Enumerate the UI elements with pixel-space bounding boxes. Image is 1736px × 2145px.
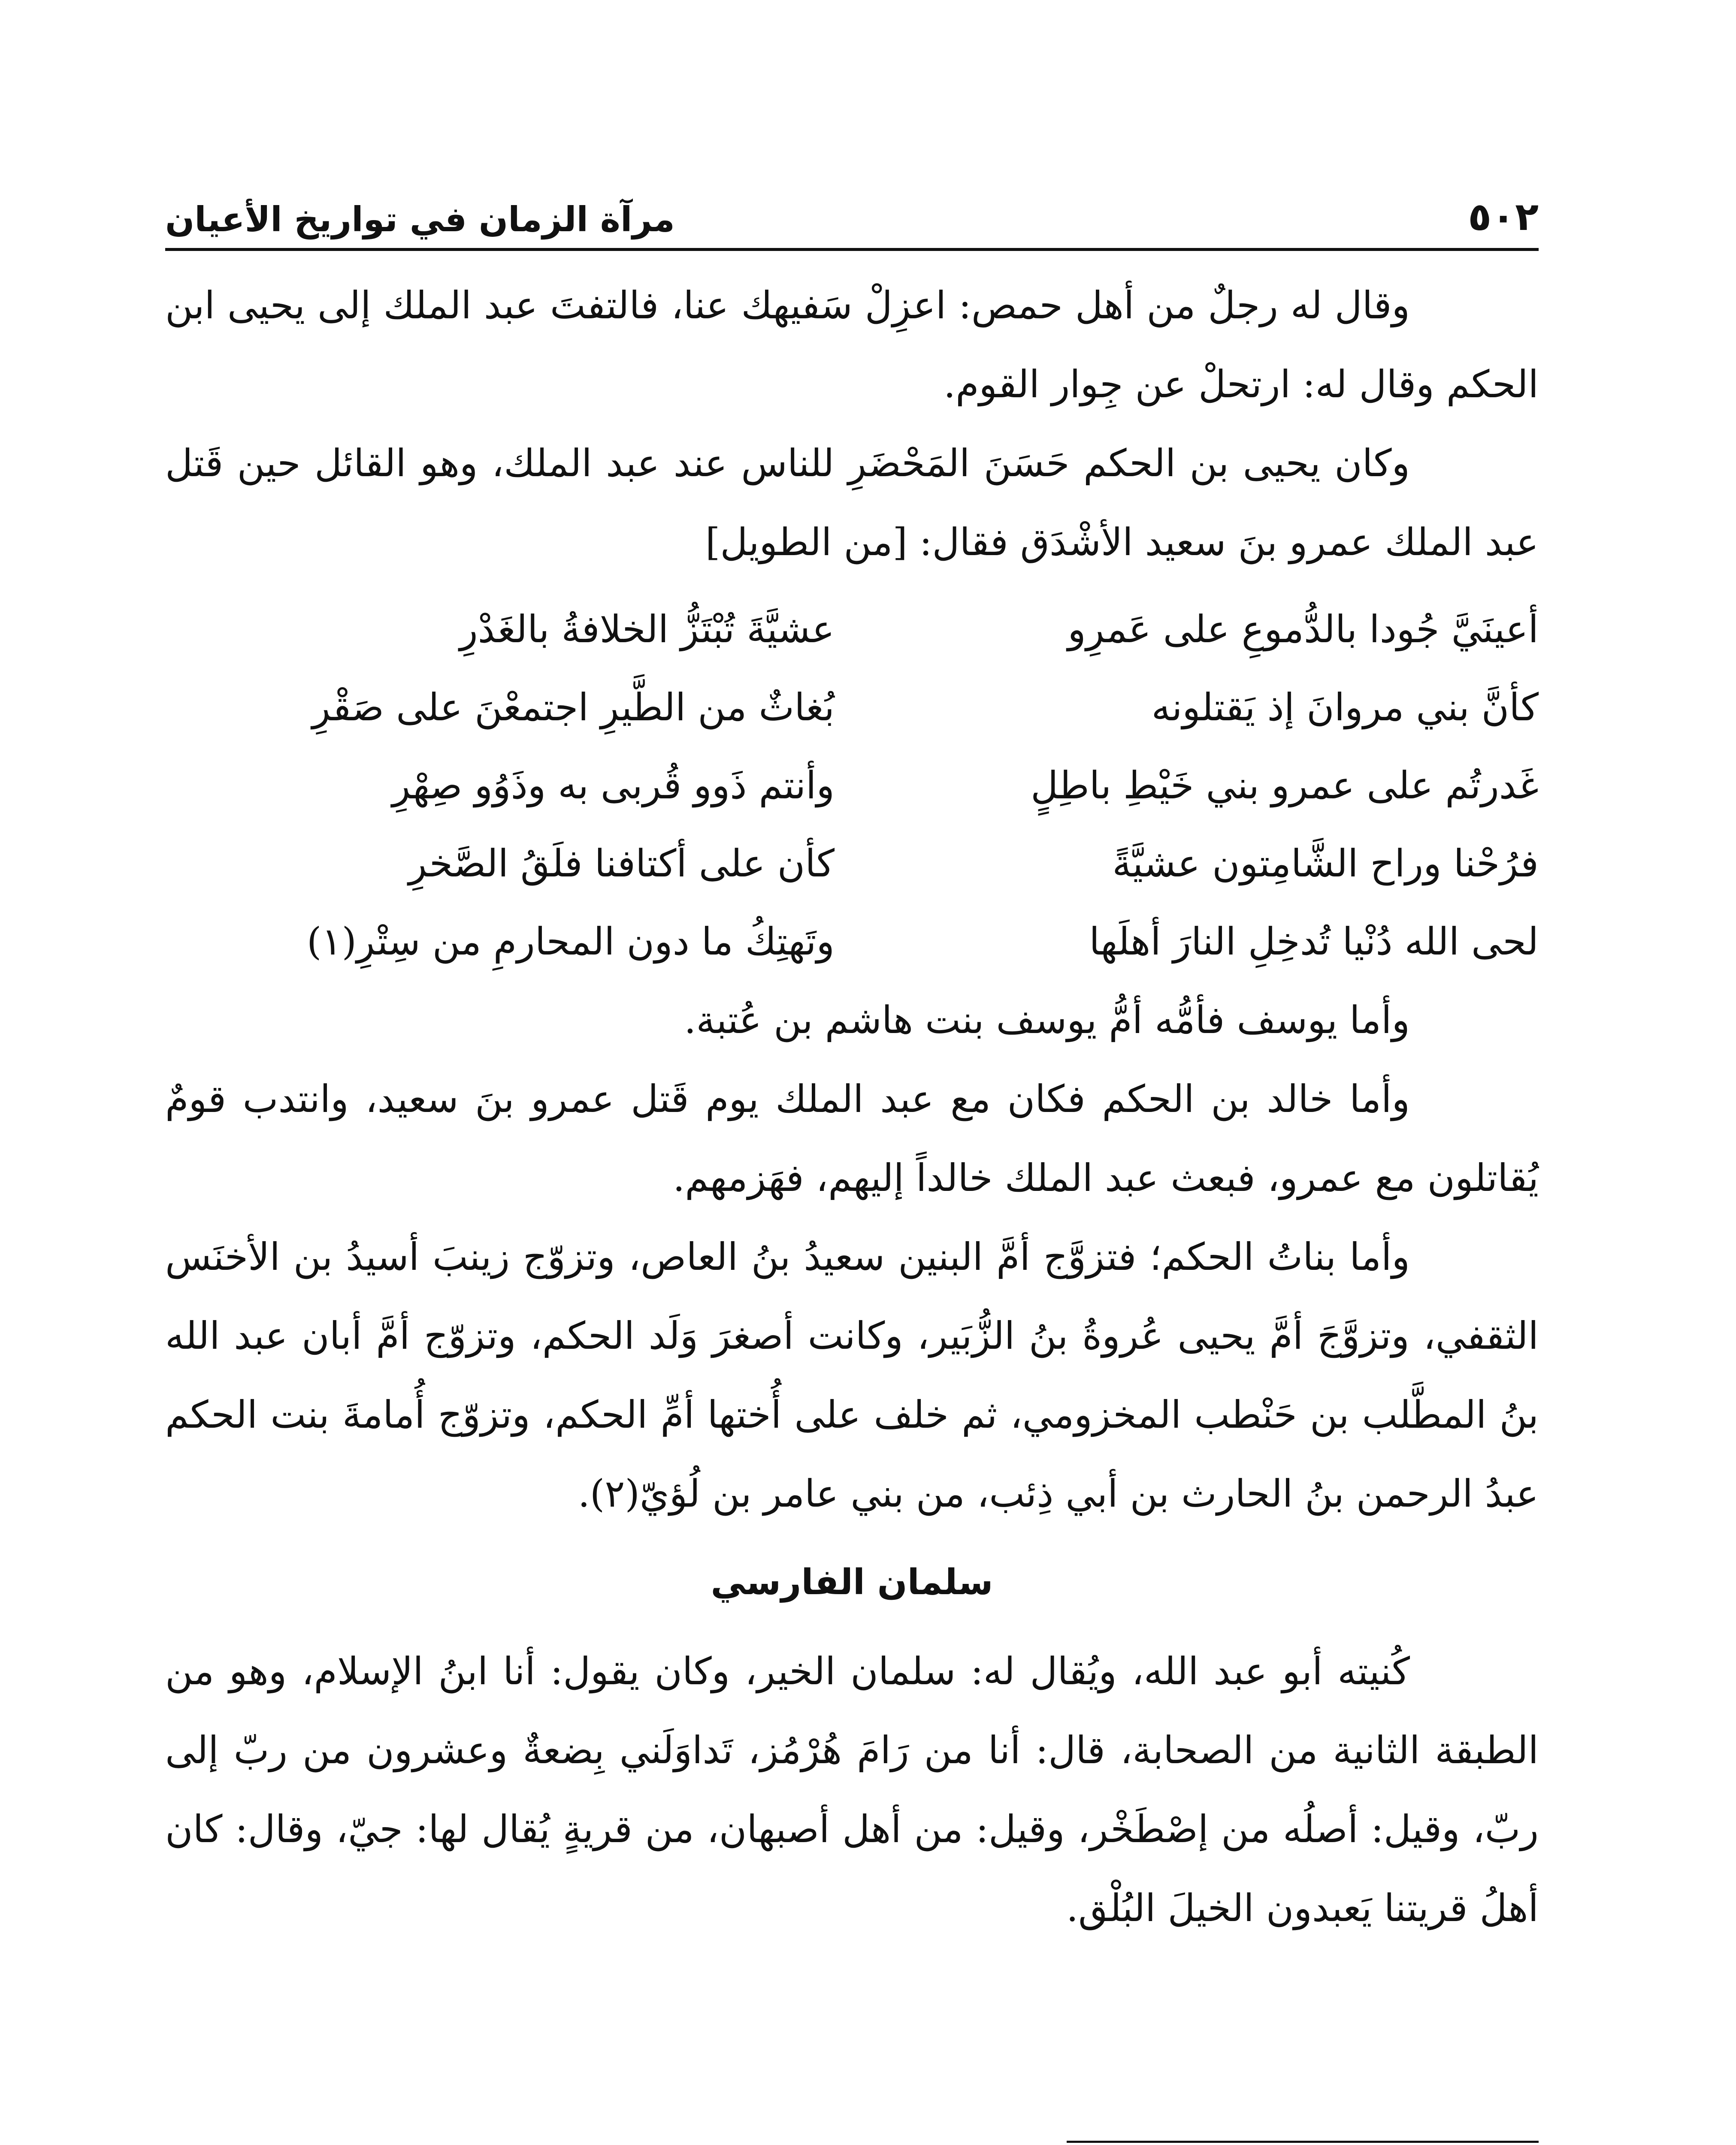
poem bbox=[165, 590, 1539, 981]
verse-second-hemistich: كأن على أكتافنا فلَقُ الصَّخرِ bbox=[408, 841, 835, 885]
poem-verse bbox=[165, 903, 1539, 981]
footnotes bbox=[165, 2141, 1539, 2145]
paragraph: وأما بناتُ الحكم؛ فتزوَّج أمَّ البنين سعيدُ بنُ العاص، وتزوّج زينبَ أسيدُ بن الأخنَس الثقفي، وتزوَّجَ أمَّ يحيى عُروةُ بنُ الزُّبَير، وكانت أصغرَ وَلَد الحكم، وتزوّج أمَّ أبان عبد الله بنُ المطَّلب بن حَنْطب المخزومي، ثم خلف على أُختها أمِّ الحكم، وتزوّج أُمامةَ بنت الحكم عبدُ الرحمن بنُ الحارث بن أبي ذِئب، من بني عامر بن لُؤيّ(٢). bbox=[165, 1235, 1539, 1516]
verse-first-hemistich: لحى الله دُنْيا تُدخِلِ النارَ أهلَها bbox=[1089, 919, 1539, 964]
verse-second-hemistich: عشيَّةَ تُبْتَزُّ الخلافةُ بالغَدْرِ bbox=[460, 607, 835, 651]
poem-verse bbox=[165, 590, 1539, 668]
paragraph: وأما خالد بن الحكم فكان مع عبد الملك يوم قَتل عمرو بنَ سعيد، وانتدب قومٌ يُقاتلون مع عمرو، فبعث عبد الملك خالداً إليهم، فهَزمهم. bbox=[165, 1077, 1539, 1200]
paragraph: وقال له رجلٌ من أهل حمص: اعزِلْ سَفيهك عنا، فالتفتَ عبد الملك إلى يحيى ابن الحكم وقال له: ارتحلْ عن جِوار القوم. bbox=[165, 283, 1539, 406]
verse-first-hemistich: فرُحْنا وراح الشَّامِتون عشيَّةً bbox=[1112, 841, 1539, 885]
paragraph: وأما يوسف فأمُّه أمُّ يوسف بنت هاشم بن عُتبة. bbox=[684, 998, 1410, 1042]
poem-verse bbox=[165, 746, 1539, 825]
page-number: ٥٠٢ bbox=[1468, 194, 1539, 239]
running-title: مرآة الزمان في تواريخ الأعيان bbox=[165, 199, 675, 239]
verse-first-hemistich: أعينَيَّ جُودا بالدُّموعِ على عَمرِو bbox=[1068, 607, 1539, 651]
verse-second-hemistich: بُغاثٌ من الطَّيرِ اجتمعْنَ على صَقْرِ bbox=[312, 685, 835, 729]
paragraph: كُنيته أبو عبد الله، ويُقال له: سلمان الخير، وكان يقول: أنا ابنُ الإسلام، وهو من الطبقة الثانية من الصحابة، قال: أنا من رَامَ هُرْمُز، تَداوَلَني بِضعةٌ وعشرون من ربّ إلى ربّ، وقيل: أصلُه من إصْطَخْر، وقيل: من أهل أصبهان، من قريةٍ يُقال لها: جيّ، وقال: كان أهلُ قريتنا يَعبدون الخيلَ البُلْق. bbox=[165, 1649, 1539, 1930]
page-header bbox=[165, 142, 1539, 251]
verse-first-hemistich: غَدرتُم على عمرو بني خَيْطِ باطِلٍ bbox=[1031, 763, 1539, 807]
poem-verse bbox=[165, 668, 1539, 746]
section-title: سلمان الفارسي bbox=[711, 1562, 993, 1603]
verse-first-hemistich: كأنَّ بني مروانَ إذ يَقتلونه bbox=[1151, 685, 1539, 729]
footnote-divider bbox=[1067, 2141, 1539, 2143]
paragraph: وكان يحيى بن الحكم حَسَنَ المَحْضَرِ للناس عند عبد الملك، وهو القائل حين قَتل عبد الملك عمرو بنَ سعيد الأشْدَق فقال: [من الطويل] bbox=[165, 441, 1539, 564]
verse-second-hemistich: وأنتم ذَوو قُربى به وذَوُو صِهْرِ bbox=[392, 763, 835, 807]
poem-verse bbox=[165, 825, 1539, 903]
main-text bbox=[165, 266, 1539, 1948]
verse-second-hemistich: وتَهتِكُ ما دون المحارمِ من سِتْرِ(١) bbox=[306, 919, 835, 964]
